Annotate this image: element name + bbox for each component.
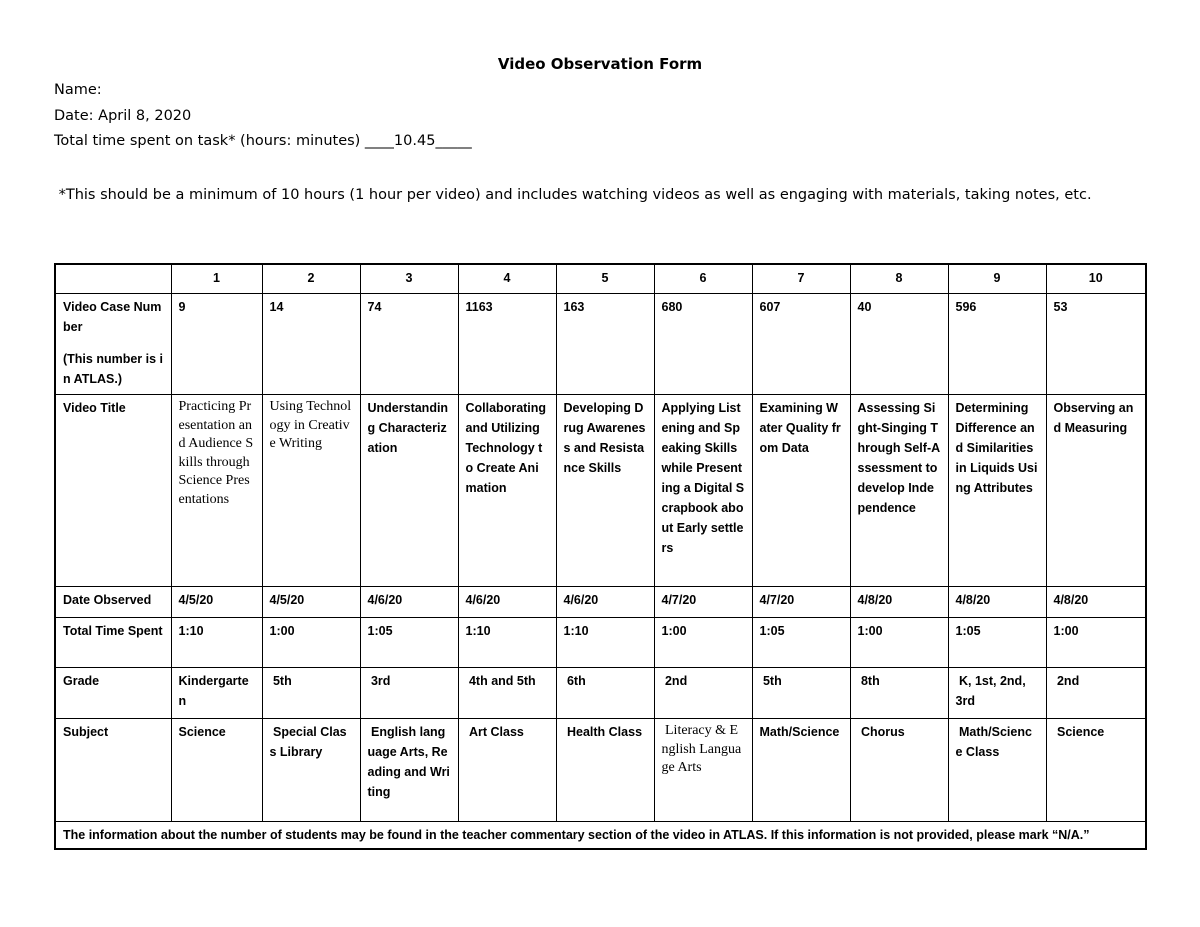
video-title-cell-8: Assessing Sight-Singing Through Self-Assessment to develop Independence	[850, 395, 948, 587]
case-number-cell-1: 9	[171, 294, 262, 395]
grade-cell-4: 4th and 5th	[458, 668, 556, 719]
time-spent-line: Total time spent on task* (hours: minutes) ____10.45_____	[54, 133, 472, 149]
case-number-cell-7: 607	[752, 294, 850, 395]
time-row	[55, 618, 1146, 668]
header-blank-cell	[55, 264, 171, 294]
row-label-date: Date Observed	[55, 587, 171, 618]
date-cell-8: 4/8/20	[850, 587, 948, 618]
subject-cell-6: Literacy & English Language Arts	[654, 719, 752, 822]
column-header-2: 2	[262, 264, 360, 294]
subject-cell-10: Science	[1046, 719, 1146, 822]
time-cell-5: 1:10	[556, 618, 654, 668]
date-cell-5: 4/6/20	[556, 587, 654, 618]
time-cell-2: 1:00	[262, 618, 360, 668]
subject-row	[55, 719, 1146, 822]
case-number-cell-10: 53	[1046, 294, 1146, 395]
footer-note: The information about the number of students may be found in the teacher commentary section of the video in ATLAS. If this information is not provided, please mark “N/A.”	[55, 822, 1146, 850]
video-title-cell-3: Understanding Characterization	[360, 395, 458, 587]
video-title-cell-1: Practicing Presentation and Audience Skills through Science Presentations	[171, 395, 262, 587]
date-cell-10: 4/8/20	[1046, 587, 1146, 618]
time-cell-3: 1:05	[360, 618, 458, 668]
case-number-cell-2: 14	[262, 294, 360, 395]
case-number-cell-8: 40	[850, 294, 948, 395]
column-header-5: 5	[556, 264, 654, 294]
date-line: Date: April 8, 2020	[54, 108, 192, 124]
form-title: Video Observation Form	[497, 55, 703, 73]
subject-cell-1: Science	[171, 719, 262, 822]
case-number-note: (This number is in ATLAS.)	[63, 352, 164, 386]
video-title-cell-10: Observing and Measuring	[1046, 395, 1146, 587]
grade-row	[55, 668, 1146, 719]
video-title-cell-2: Using Technology in Creative Writing	[262, 395, 360, 587]
case-number-label: Video Case Number	[63, 300, 162, 334]
title-row	[55, 395, 1146, 587]
time-cell-8: 1:00	[850, 618, 948, 668]
grade-cell-7: 5th	[752, 668, 850, 719]
column-header-7: 7	[752, 264, 850, 294]
case-number-cell-4: 1163	[458, 294, 556, 395]
row-label-subject: Subject	[55, 719, 171, 822]
column-header-6: 6	[654, 264, 752, 294]
date-cell-9: 4/8/20	[948, 587, 1046, 618]
row-label-time: Total Time Spent	[55, 618, 171, 668]
date-cell-3: 4/6/20	[360, 587, 458, 618]
date-cell-6: 4/7/20	[654, 587, 752, 618]
header-row	[55, 264, 1146, 294]
grade-cell-9: K, 1st, 2nd, 3rd	[948, 668, 1046, 719]
case-number-cell-6: 680	[654, 294, 752, 395]
column-header-9: 9	[948, 264, 1046, 294]
time-cell-1: 1:10	[171, 618, 262, 668]
requirement-note: *This should be a minimum of 10 hours (1 hour per video) and includes watching videos as well as engaging with materials, taking notes, etc.	[54, 187, 1092, 203]
case-number-cell-5: 163	[556, 294, 654, 395]
video-title-cell-7: Examining Water Quality from Data	[752, 395, 850, 587]
date-row	[55, 587, 1146, 618]
case-number-row	[55, 294, 1146, 395]
subject-cell-9: Math/Science Class	[948, 719, 1046, 822]
date-cell-7: 4/7/20	[752, 587, 850, 618]
column-header-1: 1	[171, 264, 262, 294]
column-header-4: 4	[458, 264, 556, 294]
time-cell-6: 1:00	[654, 618, 752, 668]
grade-cell-3: 3rd	[360, 668, 458, 719]
date-cell-1: 4/5/20	[171, 587, 262, 618]
grade-cell-5: 6th	[556, 668, 654, 719]
observation-table	[54, 263, 1147, 850]
row-label-case-number	[55, 294, 171, 395]
time-cell-10: 1:00	[1046, 618, 1146, 668]
grade-cell-8: 8th	[850, 668, 948, 719]
grade-cell-10: 2nd	[1046, 668, 1146, 719]
subject-cell-2: Special Class Library	[262, 719, 360, 822]
column-header-8: 8	[850, 264, 948, 294]
row-label-grade: Grade	[55, 668, 171, 719]
time-cell-9: 1:05	[948, 618, 1046, 668]
date-cell-2: 4/5/20	[262, 587, 360, 618]
row-label-title: Video Title	[55, 395, 171, 587]
case-number-cell-9: 596	[948, 294, 1046, 395]
video-title-cell-9: Determining Difference and Similarities in Liquids Using Attributes	[948, 395, 1046, 587]
date-cell-4: 4/6/20	[458, 587, 556, 618]
footer-row	[55, 822, 1146, 850]
subject-cell-7: Math/Science	[752, 719, 850, 822]
subject-cell-5: Health Class	[556, 719, 654, 822]
grade-cell-2: 5th	[262, 668, 360, 719]
time-cell-4: 1:10	[458, 618, 556, 668]
grade-cell-1: Kindergarten	[171, 668, 262, 719]
video-title-cell-5: Developing Drug Awareness and Resistance Skills	[556, 395, 654, 587]
case-number-cell-3: 74	[360, 294, 458, 395]
column-header-3: 3	[360, 264, 458, 294]
video-title-cell-6: Applying Listening and Speaking Skills while Presenting a Digital Scrapbook about Early settlers	[654, 395, 752, 587]
time-cell-7: 1:05	[752, 618, 850, 668]
column-header-10: 10	[1046, 264, 1146, 294]
subject-cell-3: English language Arts, Reading and Writing	[360, 719, 458, 822]
video-title-cell-4: Collaborating and Utilizing Technology to Create Animation	[458, 395, 556, 587]
name-line: Name:	[54, 82, 102, 98]
subject-cell-8: Chorus	[850, 719, 948, 822]
subject-cell-4: Art Class	[458, 719, 556, 822]
grade-cell-6: 2nd	[654, 668, 752, 719]
